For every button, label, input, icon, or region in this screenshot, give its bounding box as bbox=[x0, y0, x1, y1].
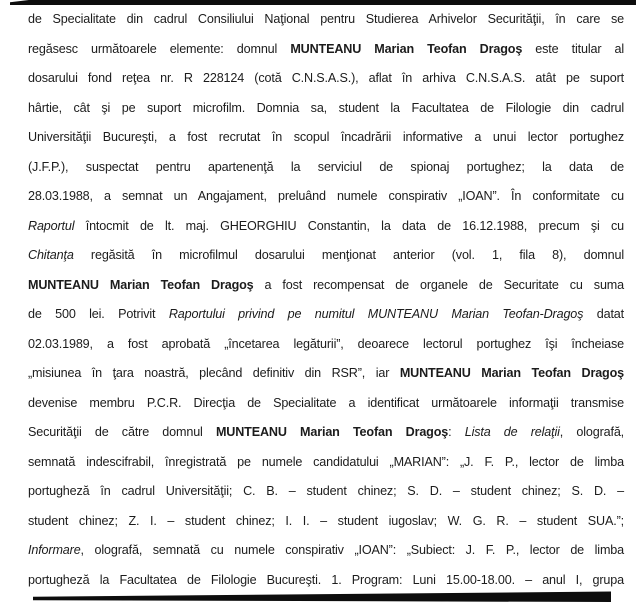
text-segment: devenise membru P.C.R. Direcţia de Specialitate a identificat următoarele informaţii transmise bbox=[28, 395, 624, 410]
text-line bbox=[28, 566, 624, 596]
text-segment: MUNTEANU Marian Teofan Dragoş bbox=[215, 425, 449, 440]
text-segment: Raportul bbox=[28, 218, 75, 233]
text-line bbox=[28, 94, 624, 124]
text-line bbox=[28, 35, 624, 65]
text-segment: student chinez; Z. I. – student chinez; I. I. – student iugoslav; W. G. R. – student SUA.”; bbox=[28, 513, 624, 528]
text-line bbox=[28, 271, 624, 301]
text-segment: de 500 lei. Potrivit bbox=[28, 307, 169, 322]
text-line bbox=[28, 330, 624, 360]
text-segment: datat bbox=[583, 307, 624, 322]
text-line bbox=[28, 359, 624, 389]
text-segment: hârtie, cât şi pe suport microfilm. Domnia sa, student la Facultatea de Filologie din cadrul bbox=[28, 100, 624, 115]
text-segment: MUNTEANU Marian Teofan Dragoş bbox=[399, 366, 624, 381]
text-line bbox=[28, 212, 624, 242]
text-line bbox=[28, 182, 624, 212]
text-line bbox=[28, 64, 624, 94]
text-segment: a fost recompensat de organele de Securitate cu suma bbox=[253, 277, 624, 292]
text-segment: portugheză la Facultatea de Filologie Bucureşti. 1. Program: Luni 15.00-18.00. – anul I, grupa bbox=[28, 572, 624, 587]
text-segment: portugheză în cadrul Universităţii; C. B. – student chinez; S. D. – student chinez; S. D. – bbox=[28, 484, 624, 499]
text-segment: , olografă, semnată cu numele conspirativ „IOAN”: „Subiect: J. F. P., lector de limba bbox=[80, 543, 624, 558]
text-segment: semnată indescifrabil, înregistrată pe numele candidatului „MARIAN”: „J. F. P., lector de limba bbox=[28, 454, 624, 469]
text-segment: Informare bbox=[28, 543, 81, 558]
text-segment: Universităţii Bucureşti, a fost recrutat în scopul încadrării informative a unui lector portughez bbox=[28, 130, 624, 145]
text-line bbox=[28, 418, 624, 448]
text-segment: Chitanţa bbox=[28, 248, 74, 263]
text-line bbox=[28, 300, 624, 330]
text-line bbox=[28, 389, 624, 419]
text-line bbox=[28, 507, 624, 537]
text-line bbox=[28, 123, 624, 153]
text-segment: regăsită în microfilmul dosarului menţionat anterior (vol. 1, fila 8), domnul bbox=[73, 248, 624, 263]
text-segment: întocmit de lt. maj. GHEORGHIU Constantin, la data de 16.12.1988, precum şi cu bbox=[74, 218, 624, 233]
text-segment: este titular al bbox=[522, 41, 624, 56]
text-line bbox=[28, 241, 624, 271]
text-segment: : bbox=[448, 425, 465, 440]
text-segment: Raportului privind pe numitul MUNTEANU Marian Teofan-Dragoş bbox=[168, 307, 584, 322]
text-segment: 28.03.1988, a semnat un Angajament, preluând numele conspirativ „IOAN”. În conformitate cu bbox=[28, 189, 624, 204]
text-line bbox=[28, 5, 624, 35]
document-text bbox=[28, 5, 624, 595]
text-segment: „misiunea în ţara noastră, plecând definitiv din RSR”, iar bbox=[28, 366, 400, 381]
text-segment: (J.F.P.), suspectat pentru apartenenţă la serviciul de spionaj portughez; la data de bbox=[28, 159, 624, 174]
text-segment: MUNTEANU Marian Teofan Dragoş bbox=[290, 41, 523, 56]
text-segment: regăsesc următoarele elemente: domnul bbox=[28, 41, 291, 56]
text-segment: dosarului fond reţea nr. R 228124 (cotă C.N.S.A.S.), aflat în arhiva C.N.S.A.S. atât pe suport bbox=[28, 71, 624, 86]
text-line bbox=[28, 536, 624, 566]
text-line bbox=[28, 153, 624, 183]
text-segment: MUNTEANU Marian Teofan Dragoş bbox=[28, 277, 254, 292]
text-segment: , olografă, bbox=[559, 425, 625, 440]
text-segment: de Specialitate din cadrul Consiliului Naţional pentru Studierea Arhivelor Securităţii, în care se bbox=[28, 12, 624, 26]
text-segment: 02.03.1989, a fost aprobată „încetarea legăturii”, deoarece lectorul portughez îşi încheiase bbox=[28, 336, 624, 351]
text-segment: Securităţii de către domnul bbox=[28, 425, 216, 440]
text-line bbox=[28, 477, 624, 507]
text-line bbox=[28, 448, 624, 478]
text-segment: Lista de relaţii bbox=[464, 425, 560, 440]
